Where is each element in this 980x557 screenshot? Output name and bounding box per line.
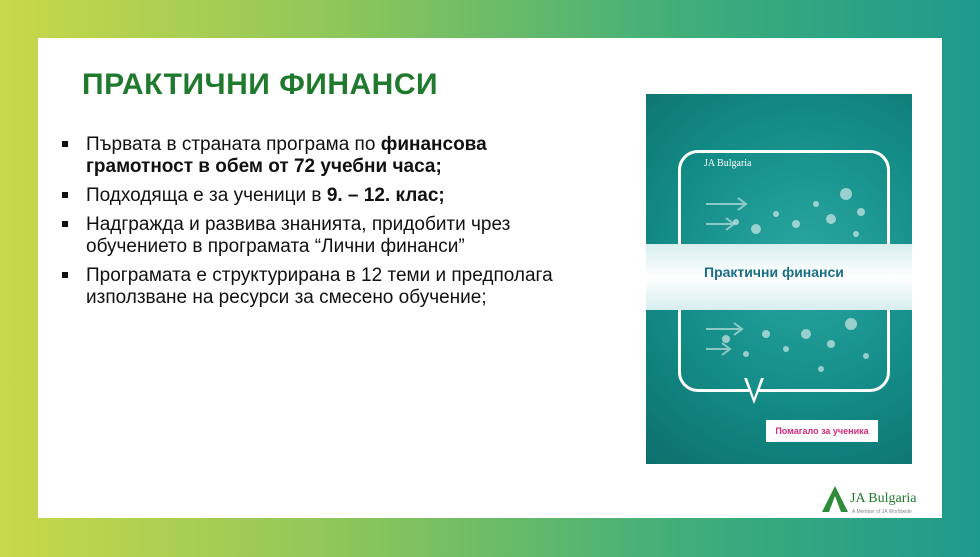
book-label: Помагало за ученика (766, 420, 878, 442)
slide-title: ПРАКТИЧНИ ФИНАНСИ (82, 68, 439, 101)
bullet-item (60, 265, 580, 309)
bullet-square-icon (62, 272, 68, 278)
bullet-text: Надгражда и развива знанията, придобити чрез обучението в програмата “Лични финанси” (86, 214, 511, 257)
bullet-text: Първата в страната програма по (86, 134, 381, 155)
speech-bubble-tail-inner (747, 378, 761, 398)
bullet-square-icon (62, 141, 68, 147)
bullet-square-icon (62, 192, 68, 198)
book-cover-image (646, 94, 912, 464)
book-title: Практични финанси (704, 264, 844, 280)
bullet-bold-text: 9. – 12. клас; (326, 185, 445, 206)
bullet-bold-text: финансова грамотност в обем от 72 учебни часа; (86, 134, 487, 177)
brand-name: JA Bulgaria (850, 491, 917, 506)
slide (38, 38, 942, 518)
bullet-list (60, 134, 580, 316)
bullet-item (60, 134, 580, 178)
bullet-item (60, 185, 580, 207)
ja-logo-icon (820, 484, 850, 514)
bullet-item (60, 214, 580, 258)
brand-tagline: A Member of JA Worldwide (852, 509, 912, 515)
bullet-text: Подходяща е за ученици в (86, 185, 327, 206)
book-logo: JA Bulgaria (704, 158, 752, 169)
bullet-square-icon (62, 221, 68, 227)
bullet-text: Програмата е структурирана в 12 теми и предполага използване на ресурси за смесено обучение; (86, 265, 553, 308)
